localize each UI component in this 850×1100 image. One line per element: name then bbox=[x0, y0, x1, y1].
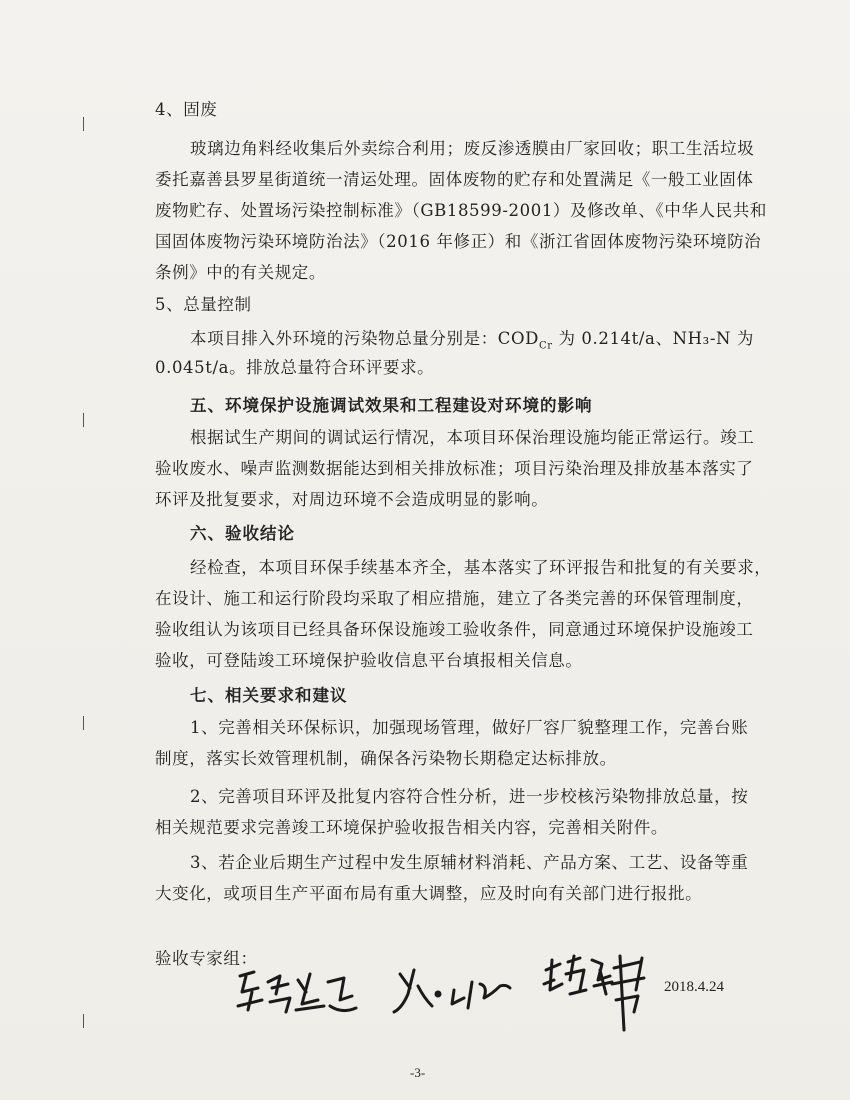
total-control-text: 本项目排入外环境的污染物总量分别是：COD bbox=[190, 329, 539, 348]
total-control-values: 为 0.214t/a、NH₃-N 为 bbox=[552, 329, 754, 348]
binding-mark bbox=[83, 1014, 84, 1028]
handwritten-signature-1 bbox=[232, 962, 362, 1022]
paragraph-line: 0.045t/a。排放总量符合环评要求。 bbox=[155, 358, 435, 377]
paragraph-line: 3、若企业后期生产过程中发生原辅材料消耗、产品方案、工艺、设备等重 bbox=[190, 853, 749, 872]
paragraph-line: 1、完善相关环保标识，加强现场管理，做好厂容厂貌整理工作，完善台账 bbox=[190, 718, 749, 737]
section-heading-environment-impact: 五、环境保护设施调试效果和工程建设对环境的影响 bbox=[190, 396, 593, 415]
paragraph-line: 大变化，或项目生产平面布局有重大调整，应及时向有关部门进行报批。 bbox=[155, 884, 703, 903]
binding-mark bbox=[83, 117, 84, 131]
binding-mark bbox=[83, 716, 84, 730]
paragraph-line: 国固体废物污染环境防治法》（2016 年修正）和《浙江省固体废物污染环境防治 bbox=[155, 232, 762, 251]
paragraph-line: 条例》中的有关规定。 bbox=[155, 263, 326, 282]
paragraph-line: 环评及批复要求，对周边环境不会造成明显的影响。 bbox=[155, 490, 549, 509]
paragraph-line: 委托嘉善县罗星街道统一清运处理。固体废物的贮存和处置满足《一般工业固体 bbox=[155, 170, 754, 189]
section-heading-solid-waste: 4、固废 bbox=[155, 100, 218, 119]
paragraph-line: 废物贮存、处置场污染控制标准》（GB18599-2001）及修改单、《中华人民共和 bbox=[155, 201, 767, 220]
paragraph-line: 相关规范要求完善竣工环境保护验收报告相关内容，完善相关附件。 bbox=[155, 818, 668, 837]
paragraph-line: 2、完善项目环评及批复内容符合性分析，进一步校核污染物排放总量，按 bbox=[190, 787, 749, 806]
paragraph-line: 验收，可登陆竣工环境保护验收信息平台填报相关信息。 bbox=[155, 651, 583, 670]
handwritten-signature-2 bbox=[388, 964, 518, 1019]
section-heading-total-control: 5、总量控制 bbox=[155, 295, 252, 314]
paragraph-line: 制度，落实长效管理机制，确保各污染物长期稳定达标排放。 bbox=[155, 749, 617, 768]
paragraph-line: 玻璃边角料经收集后外卖综合利用；废反渗透膜由厂家回收；职工生活垃圾 bbox=[190, 139, 755, 158]
signature-date: 2018.4.24 bbox=[664, 979, 724, 995]
cod-subscript: Cr bbox=[538, 340, 553, 352]
paragraph-line: 经检查，本项目环保手续基本齐全，基本落实了环评报告和批复的有关要求， bbox=[190, 558, 772, 577]
page-number: -3- bbox=[410, 1065, 426, 1080]
paragraph-line: 根据试生产期间的调试运行情况，本项目环保治理设施均能正常运行。竣工 bbox=[190, 428, 755, 447]
handwritten-signature-3 bbox=[540, 950, 658, 1035]
binding-mark bbox=[83, 413, 84, 427]
paragraph-line: 在设计、施工和运行阶段均采取了相应措施，建立了各类完善的环保管理制度， bbox=[155, 589, 754, 608]
paragraph-line: 验收组认为该项目已经具备环保设施竣工验收条件，同意通过环境保护设施竣工 bbox=[155, 620, 754, 639]
section-heading-conclusion: 六、验收结论 bbox=[190, 524, 295, 543]
expert-group-label: 验收专家组： bbox=[155, 949, 258, 968]
paragraph-line: 验收废水、噪声监测数据能达到相关排放标准；项目污染治理及排放基本落实了 bbox=[155, 459, 754, 478]
section-heading-requirements: 七、相关要求和建议 bbox=[190, 686, 348, 705]
paragraph-line bbox=[190, 329, 770, 356]
